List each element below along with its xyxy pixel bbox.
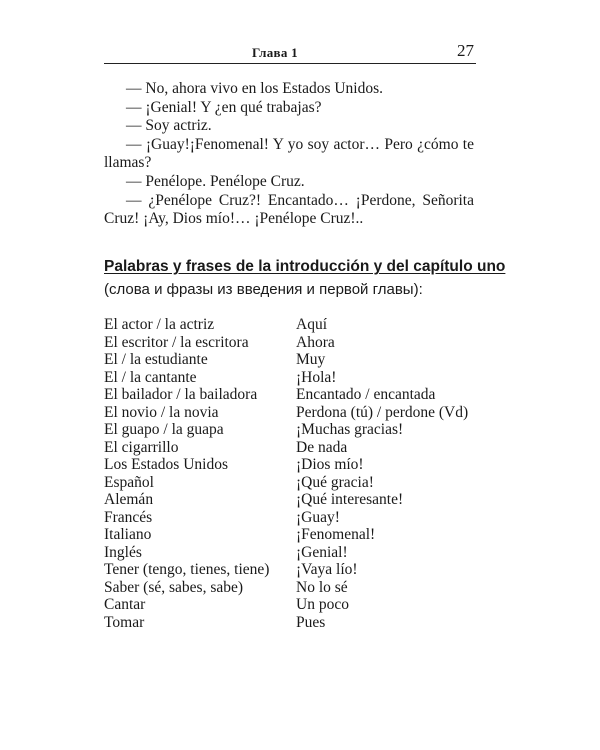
vocab-item: ¡Qué interesante!	[296, 491, 404, 508]
vocab-item: Español	[104, 473, 154, 491]
dialogue-line: — ¡Genial! Y ¿en qué trabajas?	[126, 98, 322, 116]
vocab-item: Los Estados Unidos	[104, 456, 228, 473]
vocab-item: Inglés	[104, 543, 142, 561]
vocab-item: ¡Muchas gracias!	[296, 421, 404, 438]
vocab-item: Perdona (tú) / perdone (Vd)	[296, 403, 469, 421]
vocabulary-subheading: (слова и фразы из введения и первой главы):	[104, 281, 423, 298]
vocab-item: Ahora	[296, 333, 335, 351]
vocab-item: Francés	[104, 508, 153, 526]
vocabulary-column-left	[104, 316, 269, 631]
vocab-item: Cantar	[104, 596, 146, 613]
vocab-item: ¡Fenomenal!	[296, 526, 376, 543]
running-header	[104, 41, 476, 64]
chapter-title: Глава 1	[252, 45, 298, 60]
vocabulary-heading: Palabras y frases de la introducción y del capítulo uno	[104, 258, 506, 275]
vocab-item: El cigarrillo	[104, 438, 179, 456]
vocab-item: Un poco	[296, 596, 349, 613]
vocabulary-column-right	[296, 316, 468, 631]
dialogue-line: — Penélope. Penélope Cruz.	[126, 172, 305, 190]
vocab-item: Italiano	[104, 526, 152, 543]
dialogue-line: — ¿Penélope Cruz?! Encantado… ¡Perdone, Señorita Cruz! ¡Ay, Dios mío!… ¡Penélope Cruz!..	[104, 191, 474, 228]
vocab-item: El novio / la novia	[104, 403, 219, 421]
vocab-item: El actor / la actriz	[104, 316, 215, 333]
vocab-item: ¡Qué gracia!	[296, 473, 374, 491]
dialogue-line: — No, ahora vivo en los Estados Unidos.	[126, 80, 384, 97]
vocab-item: De nada	[296, 438, 348, 456]
dialogue-line: — ¡Guay!¡Fenomenal! Y yo soy actor… Pero ¿cómo te llamas?	[104, 135, 474, 172]
vocab-item: Tomar	[104, 613, 145, 631]
vocab-item: Muy	[296, 351, 326, 368]
page-number: 27	[457, 41, 474, 60]
vocab-item: Saber (sé, sabes, sabe)	[104, 578, 244, 596]
vocab-item: Aquí	[296, 316, 327, 333]
vocab-item: Alemán	[104, 491, 154, 508]
vocab-item: ¡Hola!	[296, 368, 337, 386]
dialogue-line: — Soy actriz.	[126, 117, 212, 135]
vocab-item: ¡Vaya lío!	[296, 561, 358, 578]
dialogue-block	[104, 80, 474, 229]
vocab-item: Encantado / encantada	[296, 386, 436, 403]
vocab-item: ¡Genial!	[296, 543, 348, 561]
vocab-item: ¡Guay!	[296, 508, 340, 526]
vocab-item: Pues	[296, 613, 326, 631]
vocab-item: El escritor / la escritora	[104, 333, 249, 351]
vocab-item: No lo sé	[296, 578, 348, 596]
vocab-item: El bailador / la bailadora	[104, 386, 258, 403]
vocab-item: Tener (tengo, tienes, tiene)	[104, 561, 270, 578]
vocab-item: El / la estudiante	[104, 351, 208, 368]
vocab-item: El / la cantante	[104, 368, 197, 386]
vocab-item: ¡Dios mío!	[296, 456, 364, 473]
vocab-item: El guapo / la guapa	[104, 421, 224, 438]
